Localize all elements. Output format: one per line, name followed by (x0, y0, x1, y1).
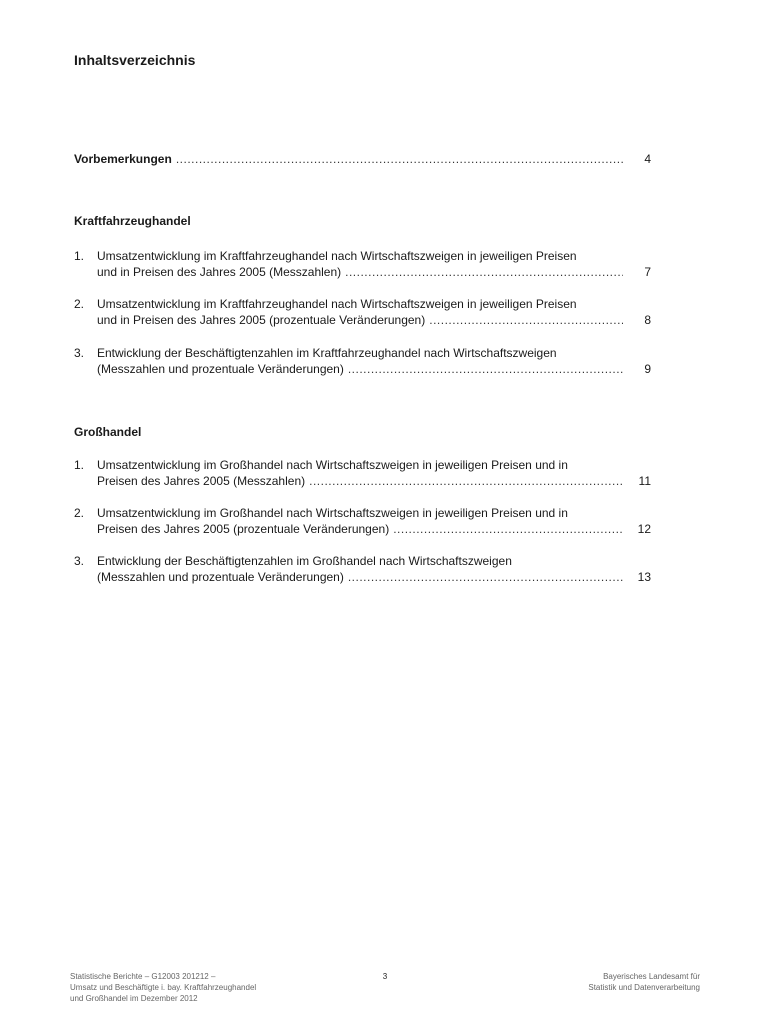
toc-page-number: 11 (638, 474, 651, 488)
toc-page-number: 8 (644, 313, 651, 327)
toc-entry-label: Vorbemerkungen (74, 152, 172, 166)
dot-leader (348, 569, 623, 585)
toc-entry-vorbemerkungen[interactable] (74, 151, 651, 167)
toc-entry-text: Umsatzentwicklung im Kraftfahrzeughandel nach Wirtschaftszweigen in jeweiligen Preisen (97, 297, 577, 311)
dot-leader (176, 151, 623, 167)
toc-entry-text-cont: Preisen des Jahres 2005 (Messzahlen) (97, 474, 306, 488)
toc-page-number: 7 (644, 265, 651, 279)
toc-page-number: 9 (644, 362, 651, 376)
toc-entry-number: 3. (74, 346, 85, 360)
toc-page-number: 12 (637, 522, 651, 536)
dot-leader (309, 473, 623, 489)
toc-entry-text-cont: Preisen des Jahres 2005 (prozentuale Veränderungen) (97, 522, 390, 536)
toc-entry-text: Umsatzentwicklung im Kraftfahrzeughandel nach Wirtschaftszweigen in jeweiligen Preisen (97, 249, 577, 263)
dot-leader (429, 312, 623, 328)
section-heading-grosshandel: Großhandel (74, 425, 142, 439)
toc-entry-number: 2. (74, 506, 85, 520)
toc-page-number: 4 (644, 152, 651, 166)
toc-page-number: 13 (637, 570, 651, 584)
footer-line: Umsatz und Beschäftigte i. bay. Kraftfahrzeughandel (70, 983, 257, 992)
toc-entry-number: 2. (74, 297, 85, 311)
toc-entry-number: 1. (74, 458, 85, 472)
dot-leader (345, 264, 623, 280)
toc-entry-text: Entwicklung der Beschäftigtenzahlen im Kraftfahrzeughandel nach Wirtschaftszweigen (97, 346, 557, 360)
section-heading-kraftfahrzeughandel: Kraftfahrzeughandel (74, 214, 191, 228)
footer-page-number: 3 (382, 972, 388, 981)
toc-entry-text: Umsatzentwicklung im Großhandel nach Wirtschaftszweigen in jeweiligen Preisen und in (97, 506, 568, 520)
toc-entry-text-cont: und in Preisen des Jahres 2005 (Messzahlen) (97, 265, 342, 279)
page-title: Inhaltsverzeichnis (74, 52, 196, 68)
footer-line: Statistische Berichte – G12003 201212 – (70, 972, 216, 981)
toc-entry-number: 1. (74, 249, 85, 263)
footer-publisher (588, 971, 700, 993)
dot-leader (348, 361, 623, 377)
footer-line: Statistik und Datenverarbeitung (588, 983, 700, 992)
toc-entry-text: Entwicklung der Beschäftigtenzahlen im Großhandel nach Wirtschaftszweigen (97, 554, 512, 568)
toc-entry-text: Umsatzentwicklung im Großhandel nach Wirtschaftszweigen in jeweiligen Preisen und in (97, 458, 568, 472)
footer-line: Bayerisches Landesamt für (603, 972, 700, 981)
footer-line: und Großhandel im Dezember 2012 (70, 994, 198, 1003)
dot-leader (393, 521, 623, 537)
toc-entry-text-cont: und in Preisen des Jahres 2005 (prozentuale Veränderungen) (97, 313, 426, 327)
toc-entry-text-cont: (Messzahlen und prozentuale Veränderungen) (97, 362, 344, 376)
toc-entry-number: 3. (74, 554, 85, 568)
footer-publication-info (70, 971, 256, 1004)
toc-entry-text-cont: (Messzahlen und prozentuale Veränderungen) (97, 570, 344, 584)
